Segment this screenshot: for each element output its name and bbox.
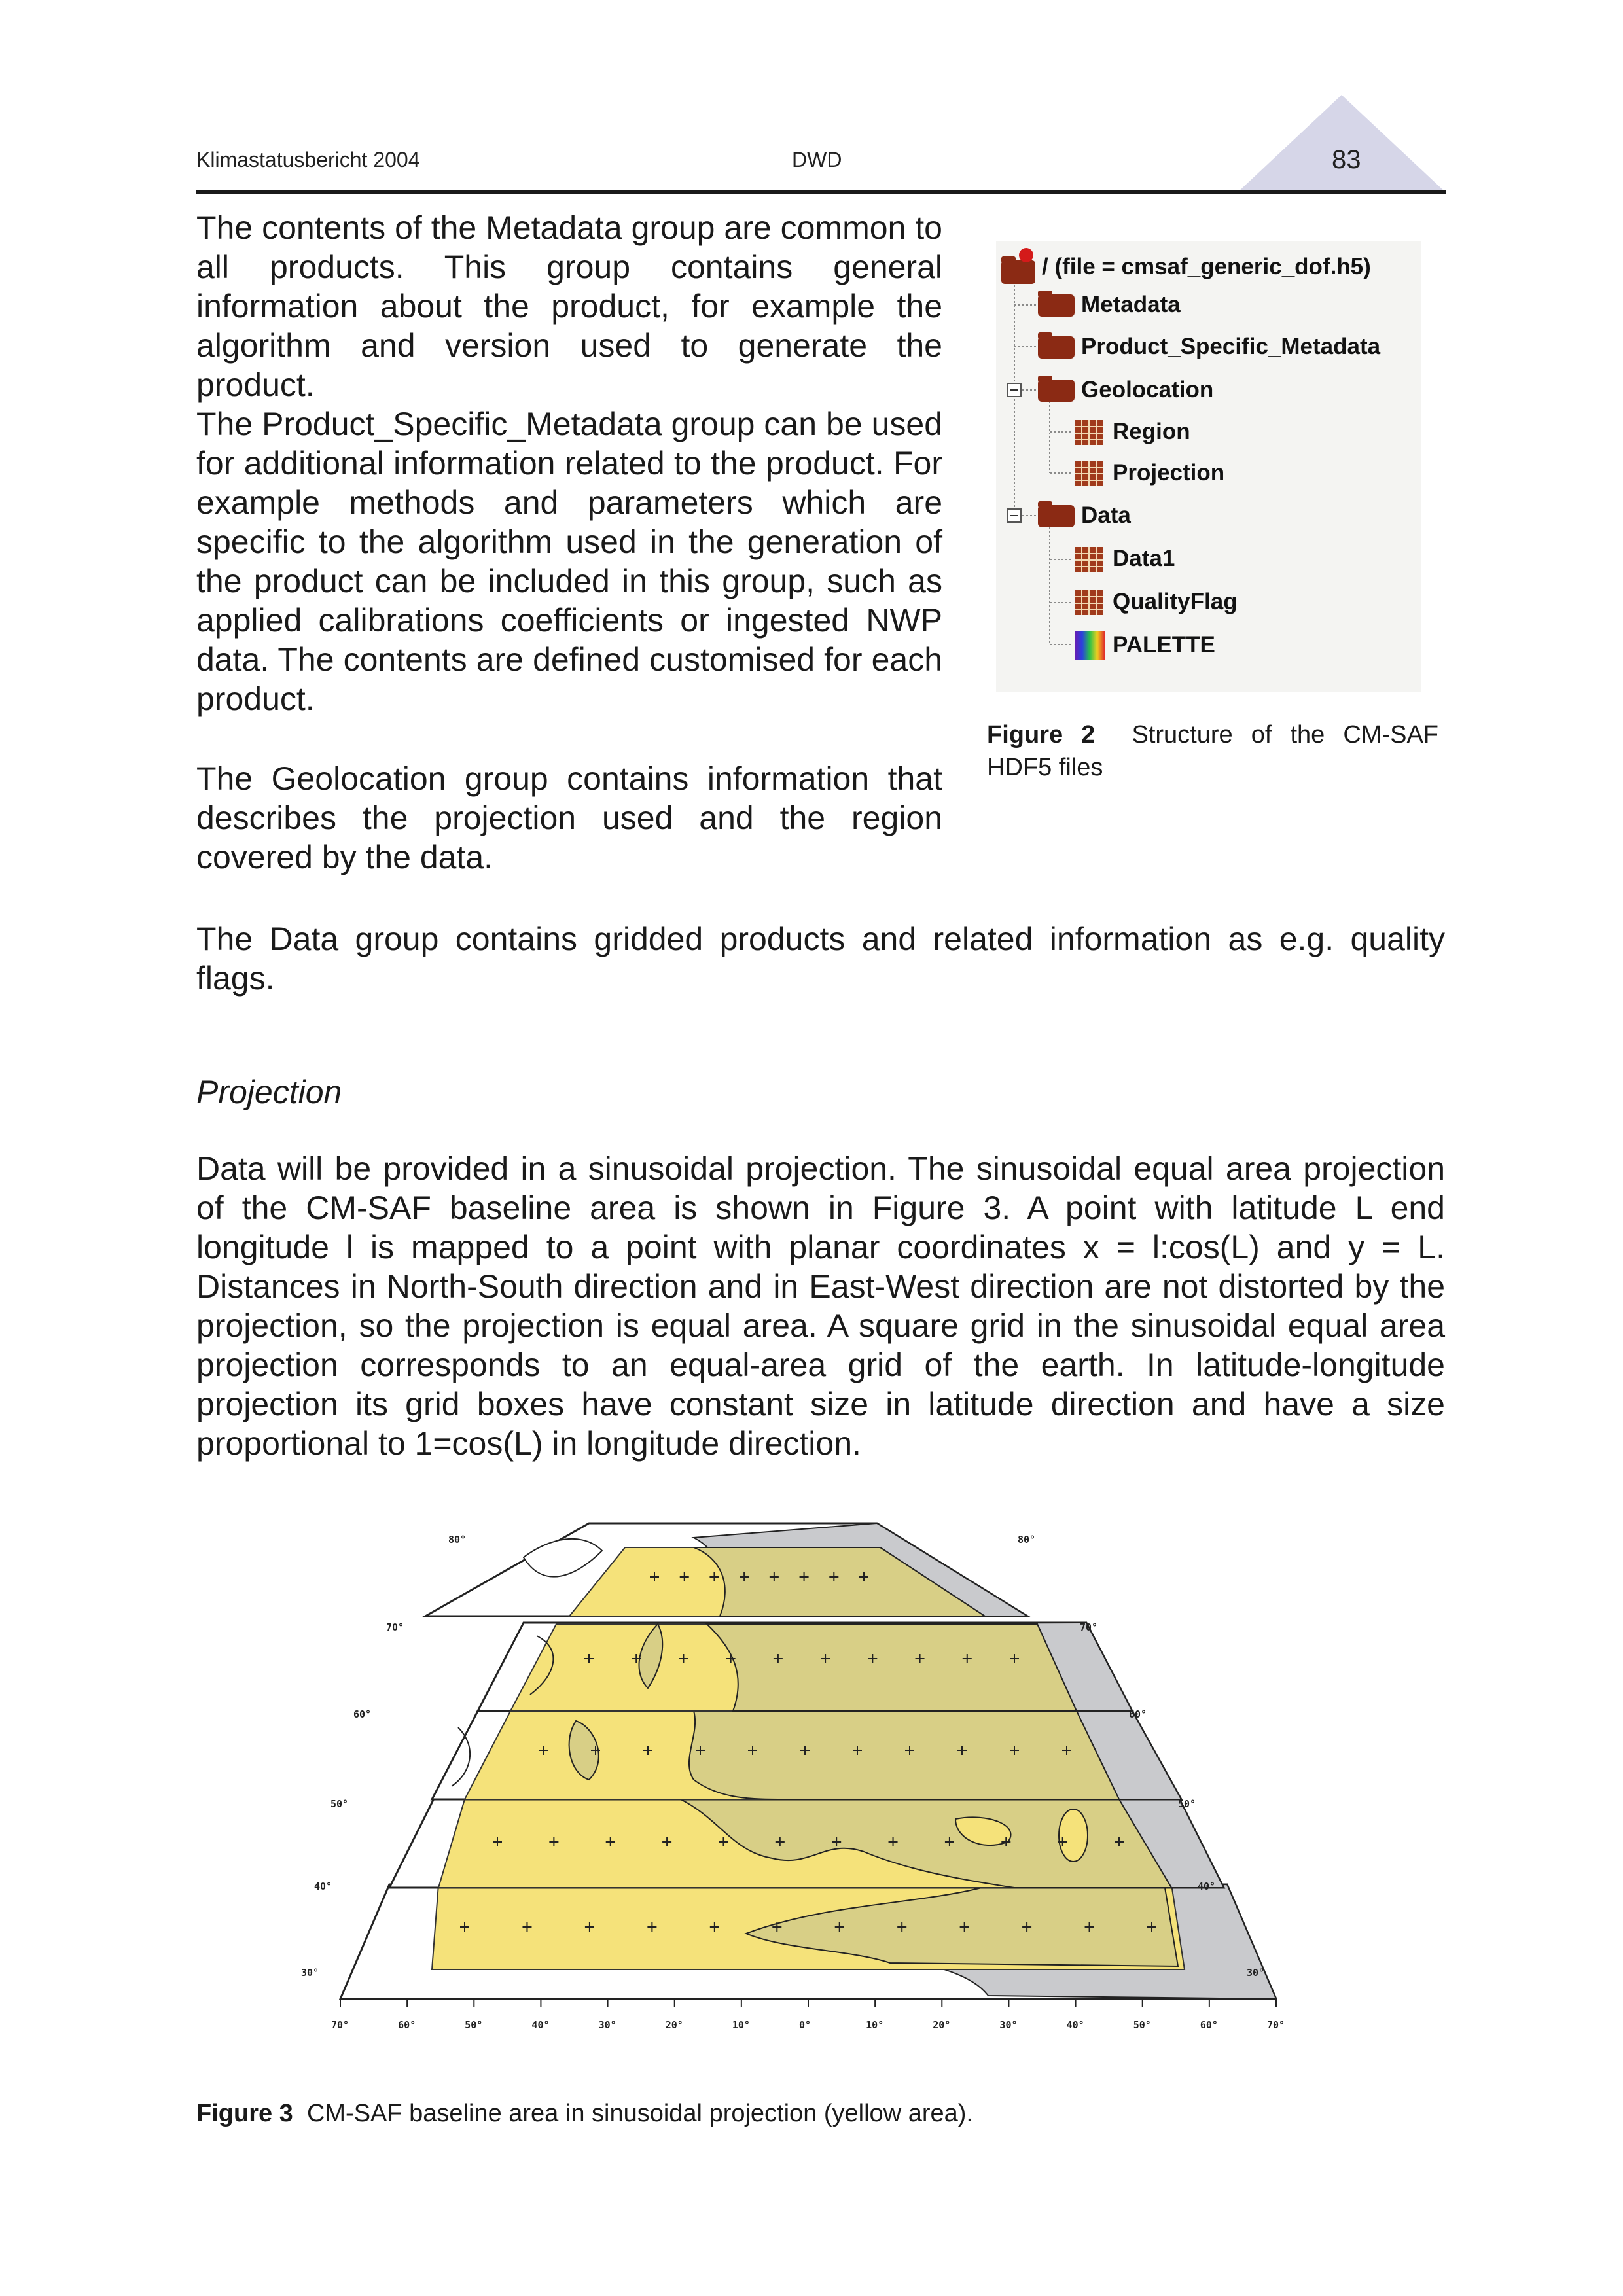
lon-label-9: 20° [933,2019,951,2031]
tree-node-geolocation: Geolocation [1081,377,1214,402]
page-number-tab [1237,95,1446,193]
lon-label-3: 40° [531,2019,550,2031]
running-header-title: Klimastatusbericht 2004 [196,148,420,171]
figure-3-sinusoidal-map [301,1511,1296,2048]
tree-node-qualityflag: QualityFlag [1113,589,1238,614]
lat-label-40-left: 40° [314,1881,332,1892]
section-heading-projection: Projection [196,1074,342,1110]
lat-label-80-right: 80° [1018,1534,1036,1545]
lat-label-50-right: 50° [1178,1798,1196,1810]
root-folder-icon [1001,248,1035,284]
lon-label-8: 10° [866,2019,884,2031]
lat-label-70-left: 70° [386,1621,404,1633]
lat-label-50-left: 50° [330,1798,349,1810]
tree-node-palette: PALETTE [1113,632,1215,658]
lat-label-80-left: 80° [448,1534,467,1545]
header-rule [196,190,1446,194]
lon-label-11: 40° [1066,2019,1084,2031]
lon-label-12: 50° [1133,2019,1151,2031]
tree-node-metadata: Metadata [1081,292,1181,317]
paragraph-product-specific-metadata: The Product_Specific_Metadata group can be used for additional information related to the product. For example methods and parameters which are specific to the algorithm used in the generation of the product can be included in this group, such as applied calibrations coefficients or ingested NWP data. The contents are defined customised for each product. [196,406,942,717]
lon-label-5: 20° [665,2019,683,2031]
lon-label-1: 60° [398,2019,416,2031]
lat-label-70-right: 70° [1080,1621,1098,1633]
lat-label-30-left: 30° [301,1967,319,1979]
lon-label-7: 0° [799,2019,812,2031]
map-band-50-60 [432,1711,1181,1799]
map-band-70-80 [425,1523,1027,1616]
figure-2-caption-label: Figure 2 [987,721,1096,749]
folder-icon-data [1038,501,1075,527]
paragraph-metadata-group: The contents of the Metadata group are common to all products. This group contains general information about the product, for example the algorithm and version used to generate the product. [196,209,942,403]
tree-root-label: / (file = cmsaf_generic_dof.h5) [1042,254,1371,279]
grid-icon-qualityflag [1075,590,1103,615]
paragraph-geolocation-group: The Geolocation group contains information that describes the projection used and the region covered by the data. [196,760,942,875]
lon-label-13: 60° [1200,2019,1218,2031]
figure-2-caption [987,718,1438,784]
grid-icon-data1 [1075,547,1103,572]
running-header-publisher: DWD [792,148,842,171]
palette-icon [1075,631,1105,660]
tree-node-data: Data [1081,503,1131,528]
map-band-30-40 [340,1884,1276,1999]
folder-icon-metadata [1038,291,1075,317]
grid-icon-region [1075,420,1103,445]
figure-3-caption-text: CM-SAF baseline area in sinusoidal projection (yellow area). [306,2100,973,2127]
figure-2-caption-text: Structure of the CM-SAF HDF5 files [987,721,1439,781]
map-band-40-50 [389,1796,1224,1888]
folder-icon-geolocation [1038,376,1075,402]
lat-label-60-right: 60° [1129,1708,1147,1720]
lon-label-0: 70° [331,2019,349,2031]
figure-3-caption-label: Figure 3 [196,2100,293,2127]
lon-label-14: 70° [1267,2019,1285,2031]
lon-label-4: 30° [598,2019,616,2031]
lon-label-10: 30° [999,2019,1018,2031]
figure-3-caption [196,2097,1440,2130]
lon-label-6: 10° [732,2019,750,2031]
tree-node-data1: Data1 [1113,546,1175,571]
page-number: 83 [1332,145,1361,174]
tree-node-projection: Projection [1113,460,1225,486]
lon-label-2: 50° [465,2019,483,2031]
figure-2-hdf5-tree [996,241,1421,692]
paragraph-sinusoidal-projection: Data will be provided in a sinusoidal projection. The sinusoidal equal area projection of the CM-SAF baseline area is shown in Figure 3. A point with latitude L end longitude l is mapped to a point with planar coordinates x = l:cos(L) and y = L. Distances in North-South direction and in East-West direction are not distorted by the projection, so the projection is equal area. A square grid in the sinusoidal equal area projection corresponds to an equal-area grid of the earth. In latitude-longitude projection its grid boxes have constant size in latitude direction and have a size proportional to 1=cos(L) in longitude direction. [196,1150,1445,1462]
lat-label-40-right: 40° [1198,1881,1216,1892]
paragraph-data-group: The Data group contains gridded products and related information as e.g. quality flags. [196,921,1445,997]
tree-node-region: Region [1113,419,1190,444]
folder-icon-product-specific [1038,332,1075,359]
grid-icon-projection [1075,461,1103,486]
lat-label-30-right: 30° [1247,1967,1265,1979]
lat-label-60-left: 60° [353,1708,372,1720]
caspian-sea [1059,1809,1088,1862]
tree-node-product-specific-metadata: Product_Specific_Metadata [1081,334,1381,359]
longitude-labels [331,1999,1285,2031]
map-band-60-70 [478,1623,1132,1711]
